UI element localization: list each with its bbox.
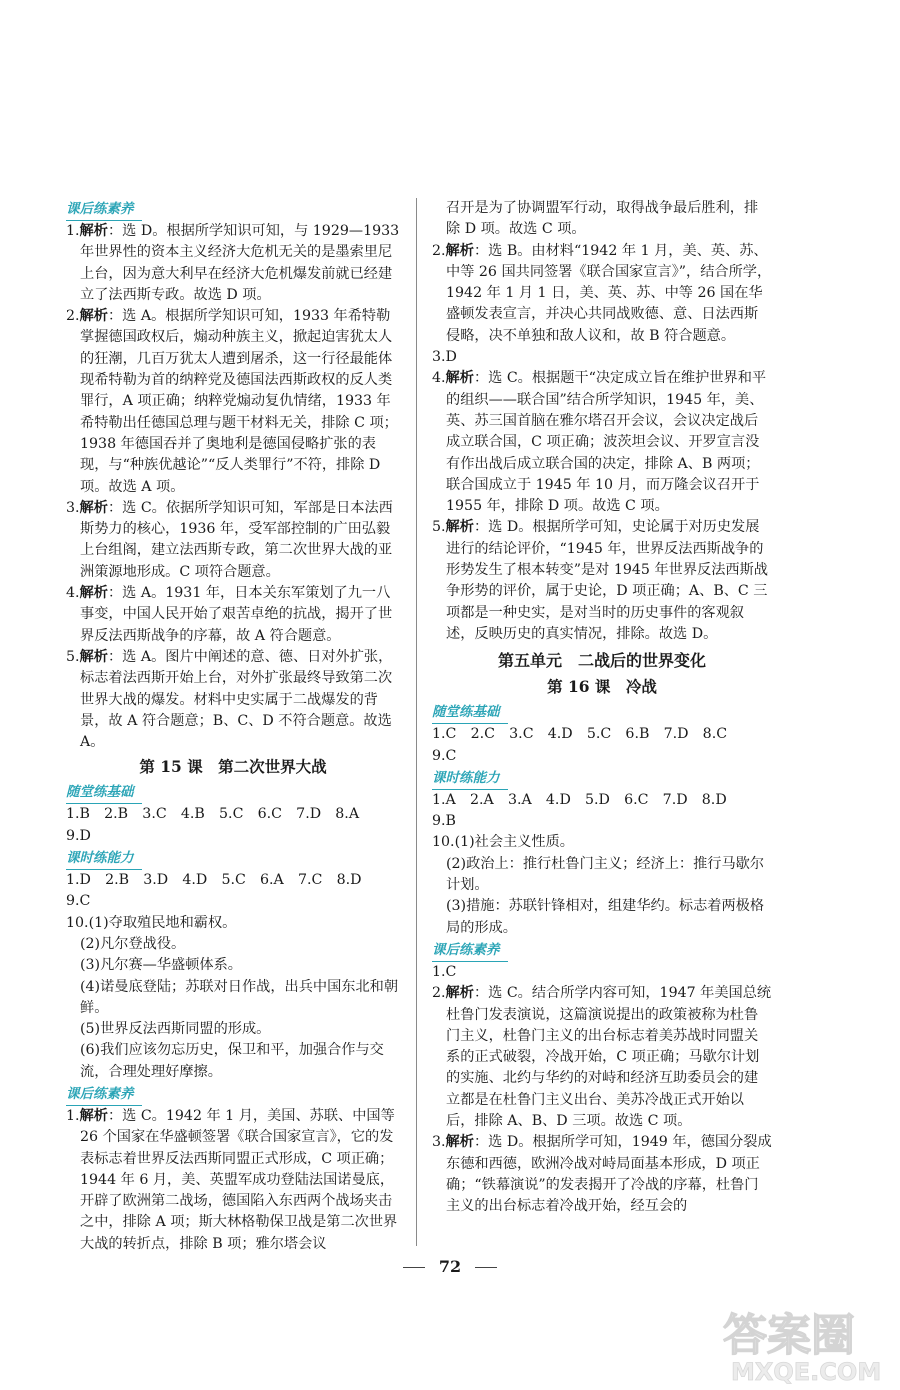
answer-row: 1.A 2.A 3.A 4.D 5.D 6.C 7.D 8.D (432, 791, 727, 808)
answer-item: 3.解析：选 C。依据所学知识可知，军部是日本法西斯势力的核心，1936 年，受军部控制的广田弘毅上台组阁，建立法西斯专政，第二次世界大战的亚洲策源地形成。C 项符合题意。 (66, 499, 393, 580)
answer-subitem: (6)我们应该勿忘历史，保卫和平，加强合作与交流，合理处理好摩擦。 (80, 1042, 384, 1080)
answer-item: 2.解析：选 C。结合所学内容可知，1947 年美国总统杜鲁门发表演说，这篇演说提出的政策被称为杜鲁门主义，杜鲁门主义的出台标志着美苏战时同盟关系的正式破裂，冷战开始，C 项正确；马歇尔计划的实施、北约与华约的对峙和经济互助委员会的建立都是在杜鲁门主义出台、美苏冷战正式开始以后，排除 A、B、D 三项。故选 C 项。 (432, 985, 772, 1129)
answer-item: 3.解析：选 D。根据所学可知，1949 年，德国分裂成东德和西德，欧洲冷战对峙局面基本形成，D 项正确；“铁幕演说”的发表揭开了冷战的序幕，杜鲁门主义的出台标志着冷战开始，经互会的 (432, 1134, 772, 1215)
answer-row: 9.D (66, 827, 91, 844)
answer-item: 5.解析：选 A。图片中阐述的意、德、日对外扩张，标志着法西斯开始上台，对外扩张最终导致第二次世界大战的爆发。材料中史实属于二战爆发的背景，故 A 符合题意；B、C、D 不符合题意。故选 A。 (66, 648, 397, 751)
answer-item: 10.(1)夺取殖民地和霸权。 (66, 914, 237, 931)
unit-title: 第五单元 二战后的世界变化 (497, 651, 706, 671)
page-number-dash (403, 1267, 425, 1268)
answer-row: 9.C (432, 747, 457, 764)
page-number: 72 (0, 1256, 900, 1277)
left-column (66, 198, 404, 1255)
answer-item: 5.解析：选 D。根据所学可知，史论属于对历史发展进行的结论评价，“1945 年，世界反法西斯战争的形势发生了根本转变”是对 1945 年世界反法西斯战争形势的评价，属于史论，D 项正确；A、B、C 三项都是一种史实，是对当时的历史事件的客观叙述，反映历史的真实情况，排除。故选 D。 (432, 519, 768, 642)
answer-item: 1.C (432, 963, 457, 980)
answer-subitem: (3)措施：苏联针锋相对，组建华约。标志着两极格局的形成。 (446, 898, 765, 936)
section-heading: 课后练素养 (66, 1084, 142, 1106)
answer-item: 10.(1)社会主义性质。 (432, 834, 574, 851)
answer-item: 4.解析：选 C。根据题干“决定成立旨在维护世界和平的组织——联合国”结合所学知识，1945 年，美、英、苏三国首脑在雅尔塔召开会议，会议决定战后成立联合国，C 项正确；波茨坦会议、开罗宣言没有作出战后成立联合国的决定，排除 A、B 两项；联合国成立于 1945 年 10 月，而万隆会议召开于 1955 年，排除 D 项。故选 C 项。 (432, 370, 767, 515)
answer-item: 4.解析：选 A。1931 年，日本关东军策划了九一八事变，中国人民开始了艰苦卓绝的抗战，揭开了世界反法西斯战争的序幕，故 A 符合题意。 (66, 585, 393, 644)
answer-item: 3.D (432, 349, 457, 366)
answer-subitem: (3)凡尔赛—华盛顿体系。 (80, 957, 242, 974)
watermark-logo-icon (717, 1300, 892, 1386)
answer-item: 1.解析：选 C。1942 年 1 月，美国、苏联、中国等 26 个国家在华盛顿签署《联合国家宣言》，它的发表标志着世界反法西斯同盟正式形成，C 项正确；1944 年 6 月，美、英盟军成功登陆法国诺曼底，开辟了欧洲第二战场，德国陷入东西两个战场夹击之中，排除 A 项；斯大林格勒保卫战是第二次世界大战的转折点，排除 B 项；雅尔塔会议 (66, 1107, 400, 1252)
lesson-title: 第 15 课 第二次世界大战 (139, 757, 327, 777)
section-heading: 课时练能力 (432, 768, 508, 790)
answer-subitem: (5)世界反法西斯同盟的形成。 (80, 1021, 271, 1038)
answer-row: 1.B 2.B 3.C 4.B 5.C 6.C 7.D 8.A (66, 806, 360, 823)
answer-subitem: (4)诺曼底登陆；苏联对日作战，出兵中国东北和朝鲜。 (80, 978, 399, 1016)
answer-item: 2.解析：选 B。由材料“1942 年 1 月，美、英、苏、中等 26 国共同签署《联合国家宣言》”，结合所学，1942 年 1 月 1 日，美、英、苏、中等 26 国在华盛顿发表宣言，并决心共同战败德、意、日法西斯侵略，决不单独和敌人议和，故 B 符合题意。 (432, 242, 772, 344)
answer-subitem: (2)政治上：推行杜鲁门主义；经济上：推行马歇尔计划。 (446, 855, 765, 894)
right-column (432, 198, 772, 1217)
answer-continuation: 召开是为了协调盟军行动，取得战争最后胜利，排除 D 项。故选 C 项。 (446, 200, 759, 238)
answer-item: 1.解析：选 D。根据所学知识可知，与 1929—1933 年世界性的资本主义经济大危机无关的是墨索里尼上台，因为意大利早在经济大危机爆发前就已经建立了法西斯专政。故选 D 项。 (66, 223, 404, 303)
watermark-top: 答案圈 (723, 1310, 855, 1361)
column-divider (416, 198, 417, 1246)
section-heading: 课后练素养 (432, 940, 508, 962)
answer-row: 9.B (432, 813, 456, 830)
answer-row: 1.C 2.C 3.C 4.D 5.C 6.B 7.D 8.C (432, 726, 728, 743)
section-heading: 随堂练基础 (432, 702, 508, 724)
answer-row: 1.D 2.B 3.D 4.D 5.C 6.A 7.C 8.D (66, 872, 362, 889)
section-heading: 课时练能力 (66, 848, 142, 870)
page-number-dash (475, 1267, 497, 1268)
watermark-bottom: MXQE.COM (731, 1358, 882, 1386)
answer-row: 9.C (66, 893, 91, 910)
answer-subitem: (2)凡尔登战役。 (80, 935, 186, 952)
section-heading: 随堂练基础 (66, 782, 142, 804)
lesson-title: 第 16 课 冷战 (547, 677, 657, 697)
answer-item: 2.解析：选 A。根据所学知识可知，1933 年希特勒掌握德国政权后，煽动种族主义，掀起迫害犹太人的狂潮，几百万犹太人遭到屠杀，这一行径最能体现希特勒为首的纳粹党及德国法西斯政权的反人类罪行，A 项正确；纳粹党煽动复仇情绪，1933 年希特勒出任德国总理与题干材料无关，排除 C 项；1938 年德国吞并了奥地利是德国侵略扩张的表现，与“种族优越论”“反人类罪行”不符，排除 D 项。故选 A 项。 (66, 308, 398, 495)
section-heading: 课后练素养 (66, 199, 142, 221)
